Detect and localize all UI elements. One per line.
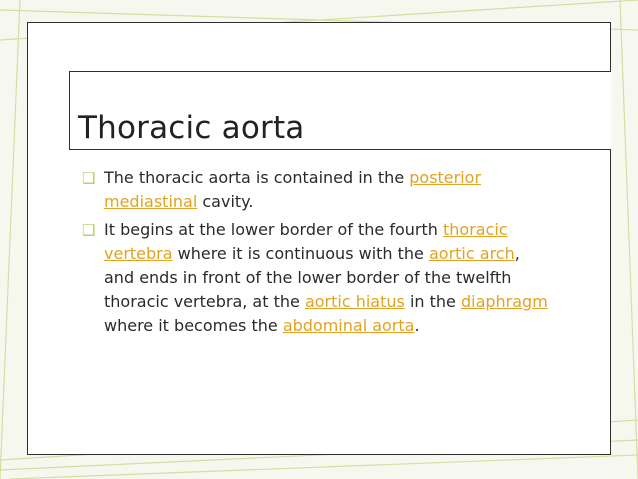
link-diaphragm[interactable]: diaphragm <box>460 292 548 311</box>
bullet-text: cavity. <box>197 192 254 211</box>
link-aortic-arch[interactable]: aortic arch <box>428 244 515 263</box>
link-abdominal-aorta[interactable]: abdominal aorta <box>282 316 415 335</box>
bullet-text: where it becomes the <box>104 316 283 335</box>
slide-title: Thoracic aorta <box>78 110 305 146</box>
bullet-text: , and ends in front of the lower border of the twelfth thoracic vertebra, at the <box>104 244 520 311</box>
check-square-bullet-icon: ❑ <box>82 221 96 239</box>
bullet-item <box>82 166 552 214</box>
link-thoracic-vertebra[interactable]: thoracic vertebra <box>104 220 508 263</box>
check-square-bullet-icon: ❑ <box>82 169 96 187</box>
link-aortic-hiatus[interactable]: aortic hiatus <box>304 292 405 311</box>
bullet-list <box>82 166 552 342</box>
bullet-text: It begins at the lower border of the fourth <box>104 220 443 239</box>
bullet-text: The thoracic aorta is contained in the <box>104 168 410 187</box>
bullet-text: in the <box>404 292 461 311</box>
link-posterior-mediastinal[interactable]: posterior mediastinal <box>104 168 482 211</box>
bullet-text: . <box>414 316 420 335</box>
bullet-item <box>82 218 552 338</box>
bullet-text: where it is continuous with the <box>172 244 429 263</box>
